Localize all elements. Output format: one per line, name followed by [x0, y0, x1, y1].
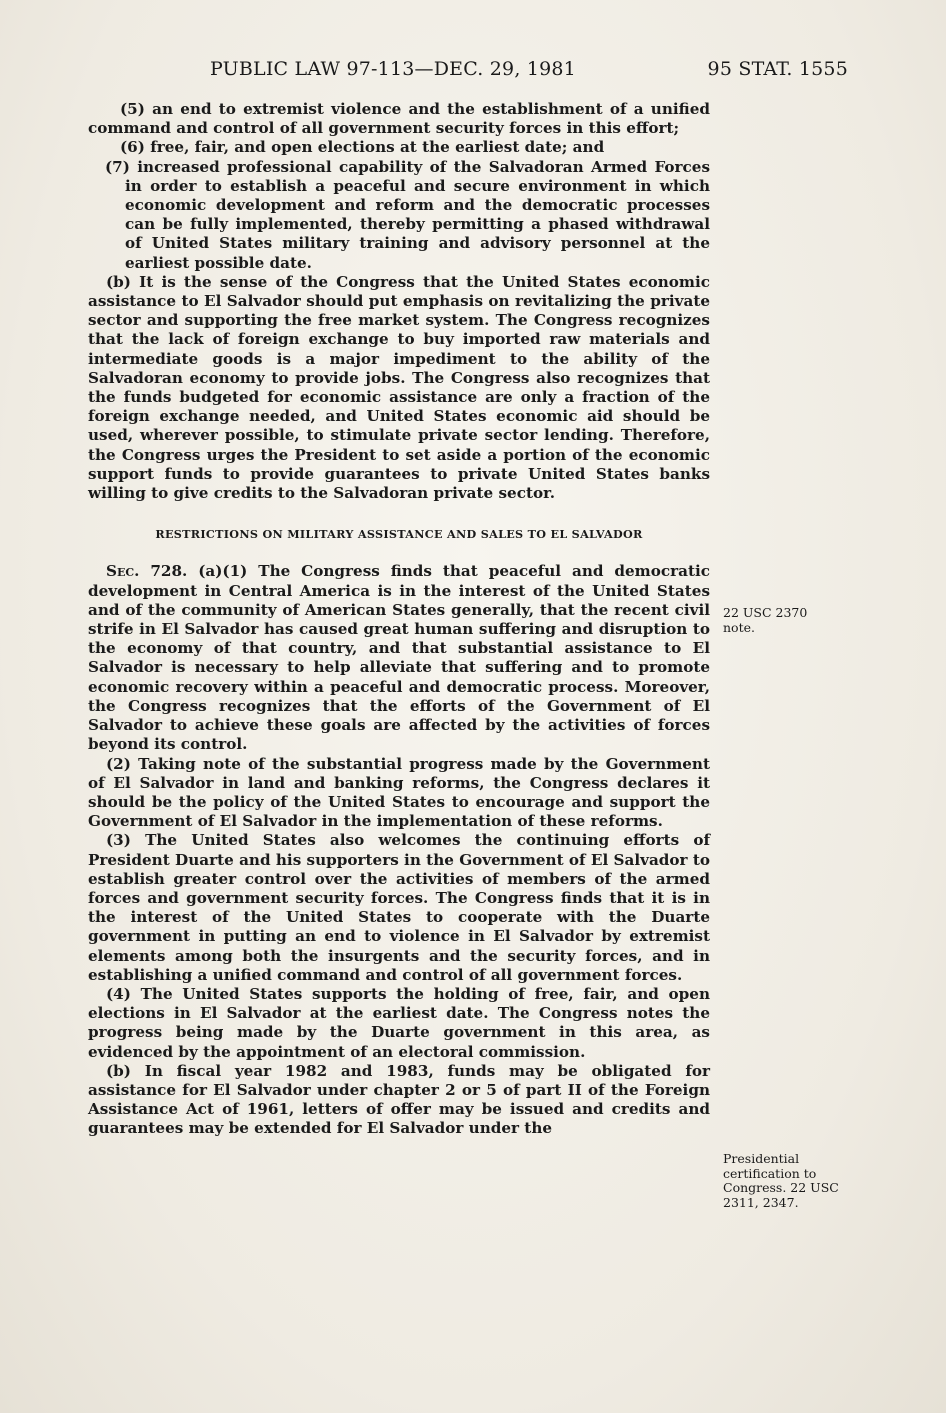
paragraph-a2: (2) Taking note of the substantial progress made by the Government of El Salvador in land and banking reforms, the Congress declares it should be the policy of the United States to encourage and support the Government of El Salvador in the implementation of these reforms. [88, 754, 710, 831]
section-heading: RESTRICTIONS ON MILITARY ASSISTANCE AND SALES TO EL SALVADOR [155, 527, 643, 542]
statute-page-number: 95 STAT. 1555 [707, 58, 848, 80]
page-header [88, 58, 848, 88]
law-title: PUBLIC LAW 97-113—DEC. 29, 1981 [210, 58, 576, 80]
document-body [88, 100, 710, 1139]
margin-note-presidential-certification: Presidential certification to Congress. 22 USC 2311, 2347. [723, 1151, 839, 1210]
paragraph-a3: (3) The United States also welcomes the continuing efforts of President Duarte and his supporters in the Government of El Salvador to establish greater control over the activities of members of the armed forces and government security forces. The Congress finds that it is in the interest of the United States to cooperate with the Duarte government in putting an end to violence in El Salvador by extremist elements among both the insurgents and the security forces, and in establishing a unified command and control of all government forces. [88, 831, 710, 984]
paragraph-b-fiscal-year: (b) In fiscal year 1982 and 1983, funds may be obligated for assistance for El Salvador under chapter 2 or 5 of part II of the Foreign Assistance Act of 1961, letters of offer may be issued and credits and guarantees may be extended for El Salvador under the [88, 1061, 710, 1138]
paragraph-a6: (6) free, fair, and open elections at the earliest date; and [120, 138, 605, 157]
section-728-a1 [88, 562, 710, 754]
paragraph-b-sense-of-congress: (b) It is the sense of the Congress that the United States economic assistance to El Salvador should put emphasis on revitalizing the private sector and supporting the free market system. The Congress recognizes that the lack of foreign exchange to buy imported raw materials and intermediate goods is a major impediment to the ability of the Salvadoran economy to provide jobs. The Congress also recognizes that the funds budgeted for economic assistance are only a fraction of the foreign exchange needed, and United States economic aid should be used, wherever possible, to stimulate private sector lending. Therefore, the Congress urges the President to set aside a portion of the economic support funds to provide guarantees to private United States banks willing to give credits to the Salvadoran private sector. [88, 272, 710, 503]
margin-note-usc-2370: 22 USC 2370 note. [723, 605, 808, 635]
section-label: Sec. [106, 562, 140, 581]
paragraph-a7: (7) increased professional capability of the Salvadoran Armed Forces in order to establish a peaceful and secure environment in which economic development and reform and the democratic processes can be fully implemented, thereby permitting a phased withdrawal of United States military training and advisory personnel at the earliest possible date. [105, 157, 710, 272]
paragraph-a5: (5) an end to extremist violence and the establishment of a unified command and control of all government security forces in this effort; [88, 100, 710, 138]
paragraph-a4: (4) The United States supports the holding of free, fair, and open elections in El Salvador at the earliest date. The Congress notes the progress being made by the Duarte government in this area, as evidenced by the appointment of an electoral commission. [88, 984, 710, 1061]
section-728-text: 728. (a)(1) The Congress finds that peaceful and democratic development in Central America is in the interest of the United States and of the community of American States generally, that the recent civil strife in El Salvador has caused great human suffering and disruption to the economy of that country, and that substantial assistance to El Salvador is necessary to help alleviate that suffering and to promote economic recovery within a peaceful and democratic process. Moreover, the Congress recognizes that the efforts of the Government of El Salvador to achieve these goals are affected by the activities of forces beyond its control. [88, 562, 710, 754]
